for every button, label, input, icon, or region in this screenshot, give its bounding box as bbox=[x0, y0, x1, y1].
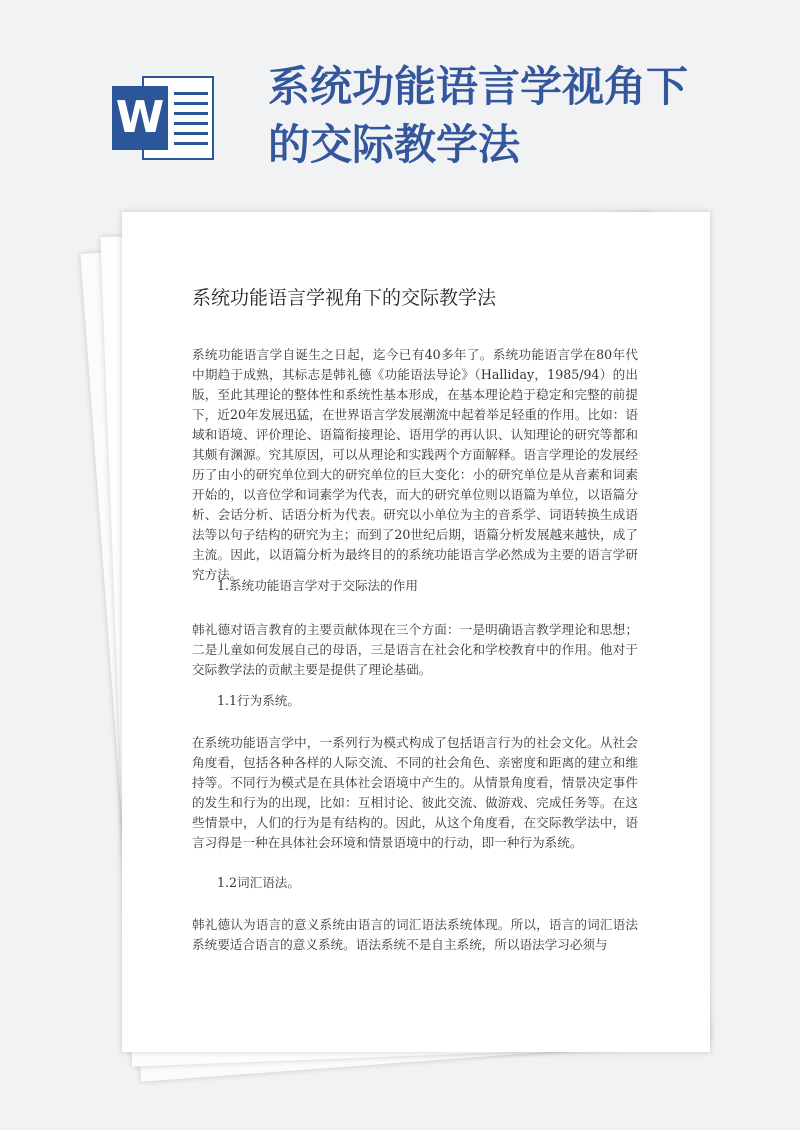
section-heading-1-2: 1.2词汇语法。 bbox=[217, 875, 300, 890]
section-heading-1-1: 1.1行为系统。 bbox=[217, 693, 300, 708]
section-heading-1: 1.系统功能语言学对于交际法的作用 bbox=[217, 578, 418, 593]
paragraph-4: 韩礼德认为语言的意义系统由语言的词汇语法系统体现。所以，语言的词汇语法系统要适合语言的意义系统。语法系统不是自主系统，所以语法学习必须与 bbox=[192, 917, 638, 952]
document-title: 系统功能语言学视角下的交际教学法 bbox=[192, 287, 497, 309]
page-header bbox=[0, 0, 800, 210]
banner-title: 系统功能语言学视角下的交际教学法 bbox=[268, 62, 689, 169]
word-document-icon bbox=[112, 72, 217, 164]
paragraph-2: 韩礼德对语言教育的主要贡献体现在三个方面：一是明确语言教学理论和思想；二是儿童如何发展自己的母语，三是语言在社会化和学校教育中的作用。他对于交际教学法的贡献主要是提供了理论基础。 bbox=[192, 622, 638, 677]
paragraph-1: 系统功能语言学自诞生之日起，迄今已有40多年了。系统功能语言学在80年代中期趋于成熟，其标志是韩礼德《功能语法导论》（Halliday，1985/94）的出版，至此其理论的整体性和系统性基本形成，在基本理论趋于稳定和完整的前提下，近20年发展迅猛，在世界语言学发展潮流中起着举足轻重的作用。比如：语域和语境、评价理论、语篇衔接理论、语用学的再认识、认知理论的研究等都和其颇有渊源。究其原因，可以从理论和实践两个方面解释。语言学理论的发展经历了由小的研究单位到大的研究单位的巨大变化：小的研究单位是从音素和词素开始的，以音位学和词素学为代表，而大的研究单位则以语篇为单位，以语篇分析、会话分析、话语分析为代表。研究以小单位为主的音系学、词语转换生成语法等以句子结构的研究为主；而到了20世纪后期，语篇分析发展越来越快，成了主流。因此，以语篇分析为最终目的的系统功能语言学必然成为主要的语言学研究方法。 bbox=[192, 347, 638, 582]
paragraph-3: 在系统功能语言学中，一系列行为模式构成了包括语言行为的社会文化。从社会角度看，包括各种各样的人际交流、不同的社会角色、亲密度和距离的建立和维持等。不同行为模式是在具体社会语境中产生的。从情景角度看，情景决定事件的发生和行为的出现，比如：互相讨论、彼此交流、做游戏、完成任务等。在这些情景中，人们的行为是有结构的。因此，从这个角度看，在交际教学法中，语言习得是一种在具体社会环境和情景语境中的行动，即一种行为系统。 bbox=[192, 735, 638, 850]
word-w-letter: W bbox=[112, 86, 168, 150]
